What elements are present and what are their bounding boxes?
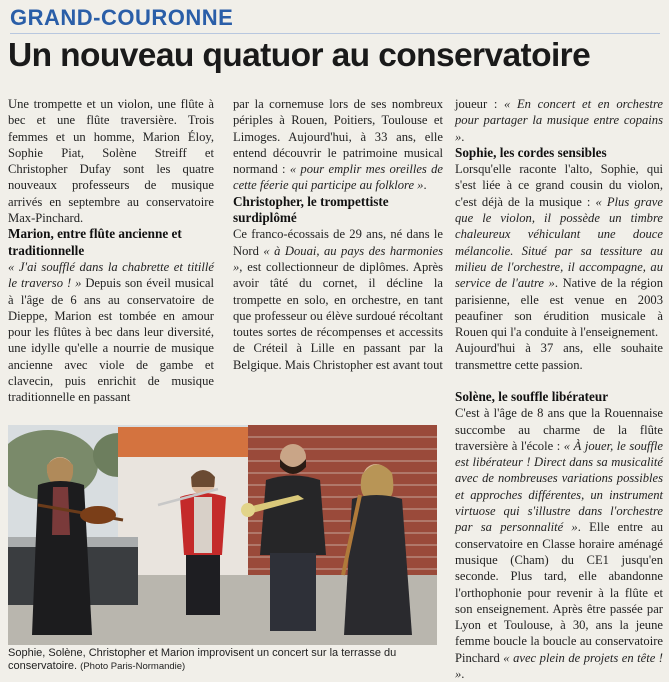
intro-paragraph: Une trompette et un violon, une flûte à bec et une flûte traversière. Trois femmes et un homme, Marion Éloy, Sophie Piat, Solène Streiff et Christopher Dufay sont les quatre nouveaux professeurs de musique arrivés en septembre au conservatoire Max-Pinchard. bbox=[8, 97, 214, 226]
sophie-text-a: Lorsqu'elle raconte l'alto, Sophie, qui s'est liée à ce grand cousin du violon, c'est déjà de la musique : bbox=[455, 162, 663, 209]
marion-paragraph bbox=[8, 259, 214, 406]
marion-quote: « J'ai soufflé dans la chabrette et titillé le traverso ! » bbox=[8, 259, 214, 291]
solene-text-b: . Elle entre au conservatoire en Classe horaire aménagé musique (Cham) du CE1 jusqu'en seconde. Plus tard, elle abandonne l'orthophonie pour revenir à la flûte et son enseignement. Après être passée par Lyon et Toulouse, à 30, ans la jeune femme boucle la boucle au conservatoire Pinchard bbox=[455, 520, 663, 665]
christopher-paragraph bbox=[233, 226, 443, 373]
punctuation: . bbox=[461, 667, 465, 682]
subheading-solene: Solène, le souffle libérateur bbox=[455, 389, 609, 404]
section-rubric: GRAND-COURONNE bbox=[10, 5, 660, 34]
christopher-copains-quote: « En concert et en orchestre pour partager la musique entre copains » bbox=[455, 97, 663, 144]
solene-projects-quote: « avec plein de projets en tête ! » bbox=[455, 650, 663, 682]
caption-text: Sophie, Solène, Christopher et Marion improvisent un concert sur la terrasse du conservatoire. bbox=[8, 647, 397, 672]
article-headline: Un nouveau quatuor au conservatoire bbox=[8, 37, 591, 74]
subheading-christopher: Christopher, le trompettiste surdiplômé bbox=[233, 193, 389, 226]
solene-quote: « À jouer, le souffle est libérateur ! Direct dans sa musicalité avec de nombreuses variations possibles et approches différentes, un instrument virtuose qui s'illustre dans l'orchestre par sa personnalité » bbox=[455, 438, 663, 535]
punctuation: . bbox=[423, 178, 427, 193]
christopher-continued-text: joueur : bbox=[455, 97, 505, 111]
sophie-age-paragraph: Aujourd'hui à 37 ans, elle souhaite transmettre cette passion. bbox=[455, 341, 663, 372]
solene-paragraph bbox=[455, 405, 663, 682]
musicians-illustration bbox=[8, 425, 437, 645]
marion-text: Depuis son éveil musical à l'âge de 6 ans au conservatoire de Dieppe, Marion est tombée en amour pour les flûtes à bec dans leur diversité, une idylle qu'elle a nourrie de musique ancienne avec viole de gambe et clavecin, puis enrichit de musique traditionnelle en passant bbox=[8, 276, 214, 405]
photo-caption bbox=[8, 647, 438, 673]
sophie-quote: « Plus grave que le violon, il possède un timbre chaleureux véhiculant une douce mélancolie. Situé par sa tessiture au milieu de l'orchestre, il accompagne, au service de l'autre » bbox=[455, 194, 663, 291]
punctuation: . bbox=[461, 129, 465, 144]
article-column-3-lower bbox=[455, 389, 663, 682]
subheading-marion: Marion, entre flûte ancienne et traditionnelle bbox=[8, 226, 182, 258]
article-column-3 bbox=[455, 96, 663, 373]
marion-continued-paragraph bbox=[233, 96, 443, 194]
sophie-paragraph bbox=[455, 161, 663, 340]
marion-folklore-quote: « pour emplir mes oreilles de cette féerie qui participe au folklore » bbox=[233, 162, 443, 193]
christopher-continued-paragraph bbox=[455, 96, 663, 145]
article-photo bbox=[8, 425, 437, 645]
solene-text-a: C'est à l'âge de 8 ans que la Rouennaise succombe au charme de la flûte traversière à l'école : bbox=[455, 406, 663, 453]
christopher-text-a: Ce franco-écossais de 29 ans, né dans le Nord bbox=[233, 227, 443, 258]
article-column-1 bbox=[8, 96, 214, 406]
christopher-text-b: , est collectionneur de diplômes. Après avoir tâté du cornet, il décline la trompette en solo, en orchestre, en tant que professeur ou élève surdoué récoltant toutes sortes de récompenses et accessits de Créteil à Lille en passant par la Belgique. Mais Christopher est avant tout bbox=[233, 259, 443, 372]
christopher-quote: « à Douai, au pays des harmonies » bbox=[233, 243, 444, 274]
article-column-2 bbox=[233, 96, 443, 373]
sophie-text-b: . Native de la région parisienne, elle est venue en 2003 peaufiner son érudition musicale à Rouen qui l'a conduite à l'enseignement. bbox=[455, 276, 663, 340]
marion-continued-text: par la cornemuse lors de ses nombreux périples à Rouen, Poitiers, Toulouse et Limoges. Aujourd'hui, à 33 ans, elle entend découvrir le patrimoine musical normand : bbox=[233, 97, 443, 177]
subheading-sophie: Sophie, les cordes sensibles bbox=[455, 144, 607, 160]
photo-credit: (Photo Paris-Normandie) bbox=[80, 661, 186, 672]
